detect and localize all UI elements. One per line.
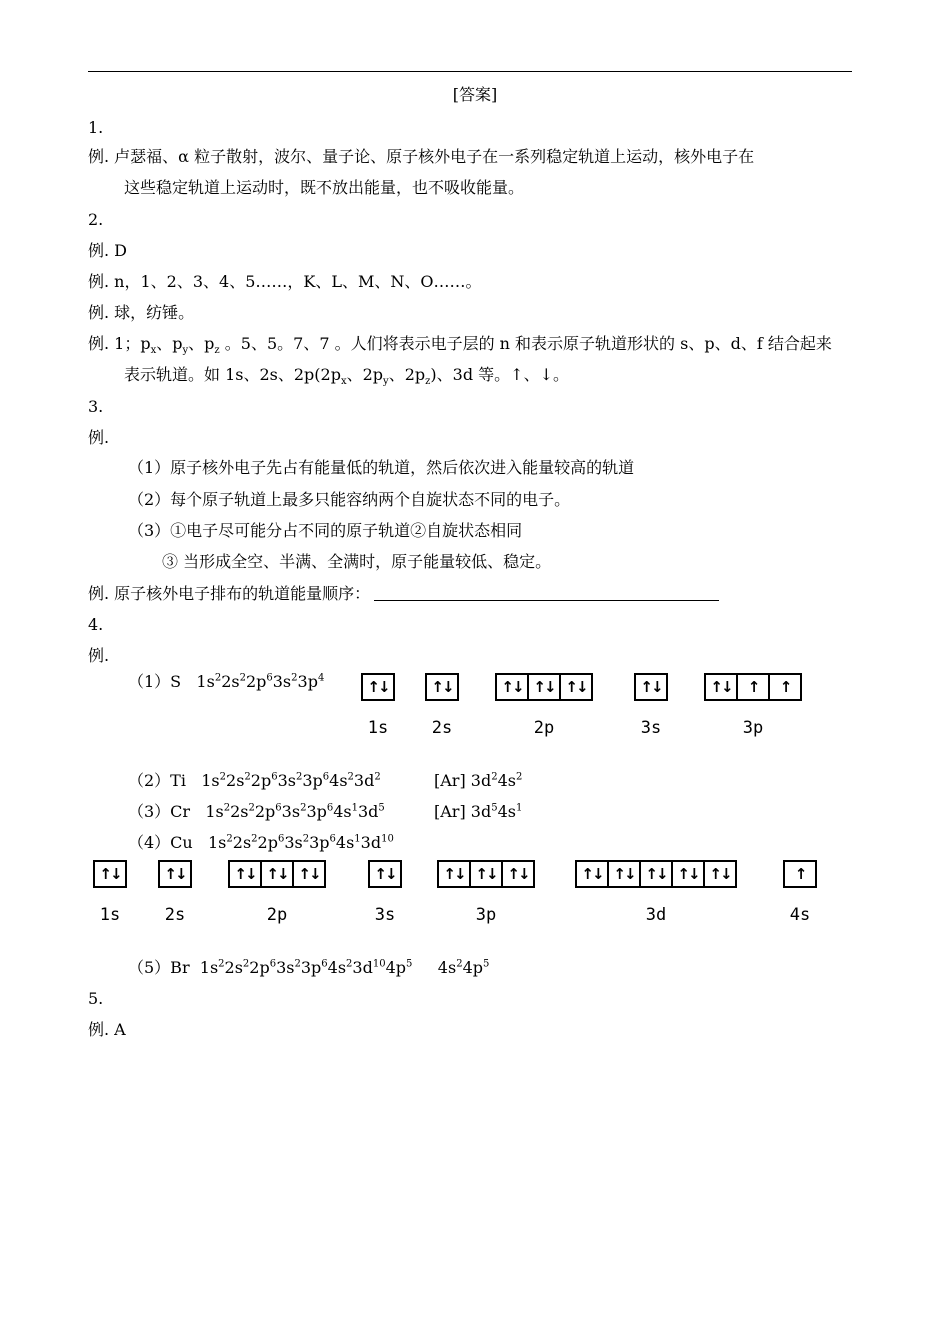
q3-rule-3: （3）①电子尽可能分占不同的原子轨道②自旋状态相同 xyxy=(128,521,523,540)
orbital-label: 1s xyxy=(367,718,389,738)
orbital-box: ↑↓ xyxy=(501,860,535,888)
orbital-box: ↑↓ xyxy=(425,673,459,701)
ti-configuration: （2）Ti $1s^22s^22p^63s^23p^64s^23d^2$ [Ar] $3d^24s^2$ xyxy=(128,771,523,790)
cu-orbital-diagram xyxy=(0,860,950,930)
orbital-group-2s xyxy=(425,673,459,701)
orbital-group-3p xyxy=(704,673,802,701)
orbital-box: ↑↓ xyxy=(703,860,737,888)
orbital-label: 2p xyxy=(266,905,288,925)
q1-answer-line1: 例. 卢瑟福、α 粒子散射，波尔、量子论、原子核外电子在一系列稳定轨道上运动，核外电子在 xyxy=(88,147,755,166)
q4-answer-prefix: 例. xyxy=(88,646,110,665)
q3-energy-order: 例. 原子核外电子排布的轨道能量顺序： xyxy=(88,583,719,605)
orbital-box: ↑ xyxy=(736,673,770,701)
q3-rule-2: （2）每个原子轨道上最多只能容纳两个自旋状态不同的电子。 xyxy=(128,490,571,509)
cr-short-config: [Ar] $3d^54s^1$ xyxy=(434,802,523,821)
top-rule xyxy=(88,71,852,72)
cr-configuration: （3）Cr $1s^22s^22p^63s^23p^64s^13d^5$ [Ar] $3d^54s^1$ xyxy=(128,802,523,821)
orbital-box: ↑↓ xyxy=(292,860,326,888)
orbital-box: ↑↓ xyxy=(158,860,192,888)
s-orbital-diagram xyxy=(0,673,950,743)
orbital-box: ↑↓ xyxy=(639,860,673,888)
orbital-label: 3s xyxy=(374,905,396,925)
orbital-box: ↑↓ xyxy=(607,860,641,888)
orbital-group-2p xyxy=(228,860,326,888)
orbital-group-1s xyxy=(361,673,395,701)
q3-answer-prefix: 例. xyxy=(88,428,110,447)
ti-short-config: [Ar] $3d^24s^2$ xyxy=(434,771,523,790)
q3-rule-1: （1）原子核外电子先占有能量低的轨道，然后依次进入能量较高的轨道 xyxy=(128,458,635,477)
orbital-box: ↑↓ xyxy=(469,860,503,888)
q4-number: 4. xyxy=(88,615,104,634)
orbital-box: ↑↓ xyxy=(559,673,593,701)
orbital-box: ↑↓ xyxy=(634,673,668,701)
orbital-box: ↑↓ xyxy=(527,673,561,701)
orbital-group-4s xyxy=(783,860,817,888)
orbital-box: ↑↓ xyxy=(228,860,262,888)
orbital-box: ↑↓ xyxy=(704,673,738,701)
q2-answer-3: 例. 球，纺锤。 xyxy=(88,303,195,322)
orbital-box: ↑↓ xyxy=(437,860,471,888)
q2-number: 2. xyxy=(88,210,104,229)
q3-rule-3-sub: ③ 当形成全空、半满、全满时，原子能量较低、稳定。 xyxy=(162,552,552,571)
orbital-box: ↑↓ xyxy=(671,860,705,888)
orbital-label: 3p xyxy=(742,718,764,738)
s-configuration: （1）S $1s^22s^22p^63s^23p^4$ xyxy=(128,672,325,691)
orbital-group-3d xyxy=(575,860,737,888)
orbital-box: ↑↓ xyxy=(93,860,127,888)
orbital-box: ↑ xyxy=(768,673,802,701)
orbital-group-1s xyxy=(93,860,127,888)
q2-answer-2: 例. n，1、2、3、4、5……，K、L、M、N、O……。 xyxy=(88,272,482,291)
orbital-group-3s xyxy=(368,860,402,888)
orbital-box: ↑↓ xyxy=(368,860,402,888)
q5-number: 5. xyxy=(88,989,104,1008)
orbital-label: 2s xyxy=(164,905,186,925)
cu-configuration: （4）Cu $1s^22s^22p^63s^23p^64s^13d^{10}$ xyxy=(128,833,394,852)
orbital-box: ↑↓ xyxy=(575,860,609,888)
q1-number: 1. xyxy=(88,118,104,137)
orbital-group-3p xyxy=(437,860,535,888)
orbital-label: 3p xyxy=(475,905,497,925)
answer-header: [答案] xyxy=(452,85,498,104)
orbital-box: ↑↓ xyxy=(361,673,395,701)
orbital-label: 4s xyxy=(789,905,811,925)
q5-answer: 例. A xyxy=(88,1020,126,1039)
q2-answer-1: 例. D xyxy=(88,241,128,260)
orbital-label: 3s xyxy=(640,718,662,738)
orbital-box: ↑↓ xyxy=(260,860,294,888)
br-configuration: （5）Br $1s^22s^22p^63s^23p^64s^23d^{10}4p^5$ $4s^24p^5$ xyxy=(128,958,490,977)
q2-answer-4-line2: 表示轨道。如 1s、2s、$2p(2p_x$、$2p_y$、$2p_z$)、3d 等。↑、↓。 xyxy=(124,365,569,388)
answer-blank xyxy=(374,586,719,601)
orbital-group-2p xyxy=(495,673,593,701)
q2-answer-4-line1: 例. 1；$p_x$、$p_y$、$p_z$ 。5、5。7、7 。人们将表示电子层的 n 和表示原子轨道形状的 s、p、d、f 结合起来 xyxy=(88,334,832,357)
orbital-label: 1s xyxy=(99,905,121,925)
q3-number: 3. xyxy=(88,397,104,416)
orbital-group-2s xyxy=(158,860,192,888)
orbital-group-3s xyxy=(634,673,668,701)
orbital-label: 3d xyxy=(645,905,667,925)
q1-answer-line2: 这些稳定轨道上运动时，既不放出能量，也不吸收能量。 xyxy=(124,178,525,197)
orbital-box: ↑↓ xyxy=(495,673,529,701)
orbital-label: 2s xyxy=(431,718,453,738)
orbital-box: ↑ xyxy=(783,860,817,888)
orbital-label: 2p xyxy=(533,718,555,738)
